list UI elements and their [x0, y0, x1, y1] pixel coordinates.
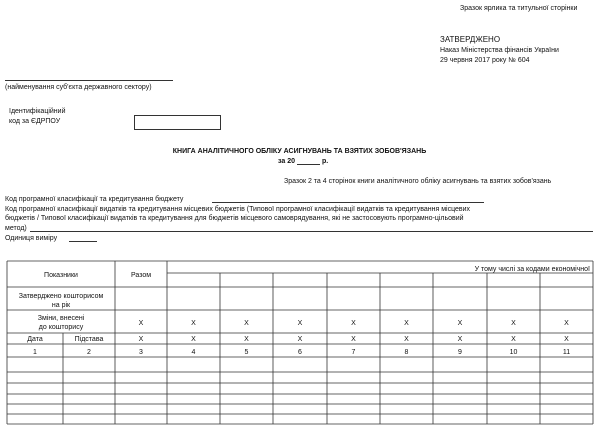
order-line-2: 29 червня 2017 року № 604	[440, 57, 530, 64]
col-date-header: Дата	[27, 336, 43, 343]
book-title: КНИГА АНАЛІТИЧНОГО ОБЛІКУ АСИГНУВАНЬ ТА ВЗЯТИХ ЗОБОВ'ЯЗАНЬ	[172, 148, 427, 155]
x-mark: X	[457, 336, 463, 343]
col-number-6: 6	[298, 349, 302, 356]
order-line-1: Наказ Міністерства фінансів України	[440, 47, 559, 54]
period-suffix: р.	[322, 158, 329, 165]
budget-program-code-label: Код програмної класифікації та кредитування бюджету	[5, 196, 184, 203]
col-number-10: 10	[509, 349, 518, 356]
id-code-label-2: код за ЄДРПОУ	[9, 118, 61, 125]
col-indicators-header: Показники	[44, 272, 78, 279]
row-approved-label-2: на рік	[51, 302, 71, 309]
x-mark: X	[564, 320, 569, 327]
unit-label: Одиниця виміру	[5, 235, 58, 242]
row-approved-label-1: Затверджено кошторисом	[18, 293, 104, 300]
col-number-4: 4	[191, 349, 196, 356]
x-mark: X	[457, 320, 463, 327]
col-economic-header: У тому числі за кодами економічної	[474, 266, 590, 273]
col-basis-header: Підстава	[74, 336, 104, 343]
col-total-header: Разом	[130, 272, 152, 279]
x-mark: X	[511, 336, 516, 343]
x-mark: X	[404, 320, 409, 327]
row-changes-label-2: до кошторису	[38, 324, 84, 331]
x-mark: X	[244, 336, 249, 343]
x-mark: X	[297, 336, 303, 343]
entity-caption: (найменування суб'єкта державного сектору)	[5, 84, 152, 91]
id-code-label-1: Ідентифікаційний	[9, 108, 66, 115]
x-mark: X	[191, 336, 196, 343]
local-code-line-2: бюджетів / Типової класифікації видатків та кредитування для бюджетів місцевого самоврядування, які не застосовують програмно-цільовий	[5, 215, 464, 222]
x-mark: X	[244, 320, 249, 327]
x-mark: X	[297, 320, 303, 327]
col-number-1: 1	[33, 349, 37, 356]
col-number-3: 3	[139, 349, 143, 356]
local-code-line-3: метод)	[5, 225, 27, 232]
x-mark: X	[138, 336, 144, 343]
pages-note: Зразок 2 та 4 сторінок книги аналітичного обліку асигнувань та взятих зобов'язань	[284, 178, 552, 185]
period-prefix: за 20	[278, 158, 296, 165]
x-mark: X	[191, 320, 196, 327]
x-mark: X	[404, 336, 409, 343]
x-mark: X	[564, 336, 569, 343]
x-mark: X	[351, 320, 356, 327]
col-number-7: 7	[351, 349, 356, 356]
x-mark: X	[351, 336, 356, 343]
col-number-8: 8	[404, 349, 409, 356]
x-mark: X	[138, 320, 144, 327]
x-mark: X	[511, 320, 516, 327]
row-changes-label-1: Зміни, внесені	[37, 315, 85, 322]
sample-note: Зразок ярлика та титульної сторінки	[460, 5, 578, 12]
col-number-5: 5	[244, 349, 249, 356]
col-number-9: 9	[458, 349, 462, 356]
col-number-11: 11	[562, 349, 571, 356]
local-code-line-1: Код програмної класифікації видатків та кредитування місцевих бюджетів (Типової програмної класифікації видатків та кредитування місцевих	[5, 206, 471, 213]
approved-label: ЗАТВЕРДЖЕНО	[440, 35, 501, 44]
col-number-2: 2	[87, 349, 91, 356]
